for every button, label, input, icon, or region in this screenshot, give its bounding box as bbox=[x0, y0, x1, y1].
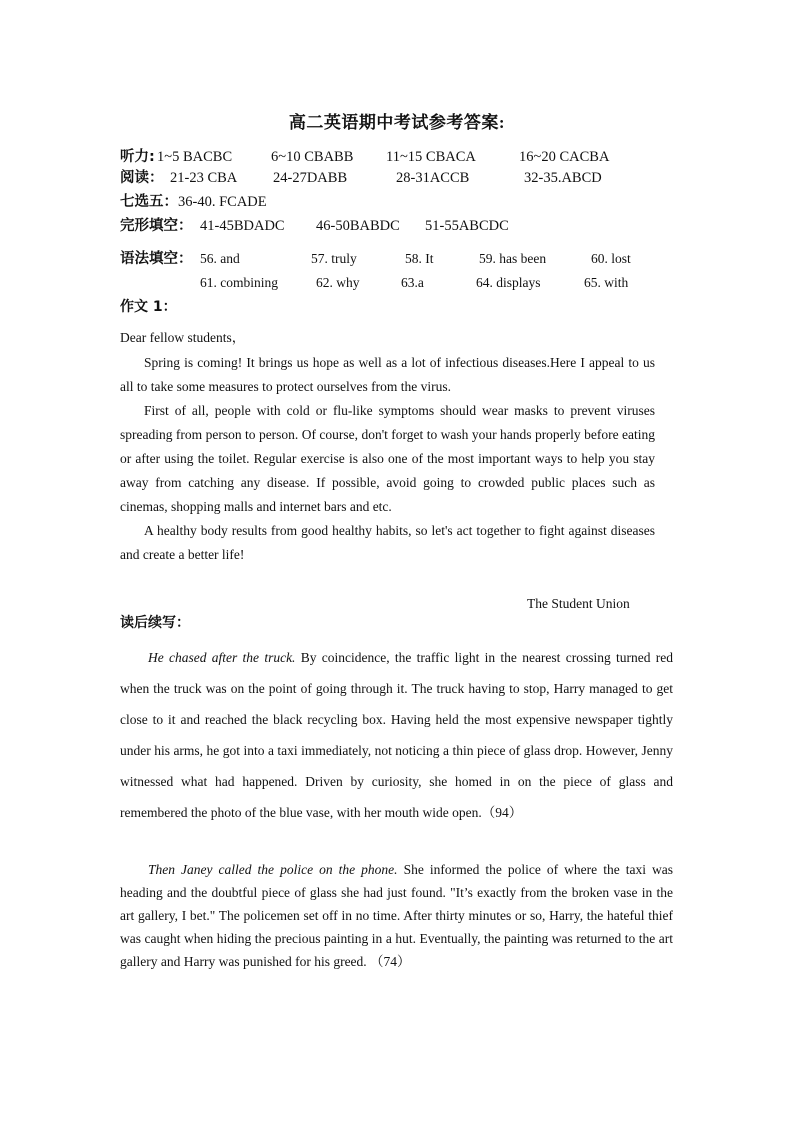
grammar-label: 语法填空： bbox=[120, 251, 193, 267]
reading-group-4: 32-35.ABCD bbox=[524, 170, 602, 186]
essay1-body bbox=[120, 351, 655, 567]
grammar-answer: 65. with bbox=[584, 275, 629, 290]
continuation-paragraph-1 bbox=[120, 642, 673, 828]
listening-group-1: 1~5 BACBC bbox=[157, 149, 233, 165]
cloze-answers bbox=[120, 216, 680, 236]
listening-group-4: 16~20 CACBA bbox=[519, 149, 610, 165]
listening-label: 听力: bbox=[120, 149, 155, 165]
grammar-answer: 61. combining bbox=[200, 275, 278, 290]
grammar-answers-row-1 bbox=[120, 249, 680, 269]
seven-choose-five-value: 36-40. FCADE bbox=[178, 194, 267, 210]
cloze-group-3: 51-55ABCDC bbox=[425, 218, 509, 234]
essay1-salutation: Dear fellow students， bbox=[120, 330, 246, 345]
cloze-label: 完形填空： bbox=[120, 218, 193, 234]
continuation-opening-sentence: He chased after the truck. bbox=[148, 650, 296, 665]
listening-group-3: 11~15 CBACA bbox=[386, 149, 476, 165]
reading-group-2: 24-27DABB bbox=[273, 170, 348, 186]
grammar-answer: 58. It bbox=[405, 251, 434, 266]
continuation-heading: 读后续写： bbox=[120, 615, 190, 631]
cloze-group-2: 46-50BABDC bbox=[316, 218, 400, 234]
grammar-answer: 60. lost bbox=[591, 251, 631, 266]
grammar-answer: 63.a bbox=[401, 275, 424, 290]
cloze-group-1: 41-45BDADC bbox=[200, 218, 285, 234]
seven-choose-five-answers bbox=[120, 192, 267, 212]
essay1-heading: 作文 1： bbox=[120, 299, 177, 315]
listening-answers bbox=[120, 147, 680, 167]
essay1-paragraph: Spring is coming! It brings us hope as well as a lot of infectious diseases.Here I appeal to us all to take some measures to protect ourselves from the virus. bbox=[120, 355, 655, 394]
grammar-answer: 64. displays bbox=[476, 275, 541, 290]
essay1-paragraph: First of all, people with cold or flu-like symptoms should wear masks to prevent viruses spreading from person to person. Of course, don't forget to wash your hands properly before eating or after using the toilet. Regular exercise is also one of the most important ways to help you stay away from catching any disease. If possible, avoid going to crowded public places such as cinemas, shopping malls and internet bars and etc. bbox=[120, 403, 655, 514]
listening-group-2: 6~10 CBABB bbox=[271, 149, 354, 165]
continuation-text: By coincidence, the traffic light in the nearest crossing turned red when the truck was on the point of going through it. The truck having to stop, Harry managed to get close to it and reached the black recycling box. Having held the most expensive newspaper tightly under his arms, he got into a taxi immediately, not noticing a thin piece of glass drop. However, Jenny witnessed what had happened. Driven by curiosity, she homed in on the piece of glass and remembered the photo of the blue vase, with her mouth wide open.（94） bbox=[120, 650, 673, 820]
grammar-answer: 59. has been bbox=[479, 251, 547, 266]
page-title: 高二英语期中考试参考答案: bbox=[288, 113, 506, 132]
essay1-signature: The Student Union bbox=[527, 596, 630, 611]
reading-group-3: 28-31ACCB bbox=[396, 170, 470, 186]
grammar-answer: 62. why bbox=[316, 275, 360, 290]
continuation-text: She informed the police of where the taxi was heading and the doubtful piece of glass she had just found. "It’s exactly from the broken vase in the art gallery, I bet." The policemen set off in no time. After thirty minutes or so, Harry, the hateful thief was caught when hiding the precious painting in a hut. Eventually, the painting was returned to the art gallery and Harry was punished for his greed. （74） bbox=[120, 862, 673, 969]
grammar-answers-row-2 bbox=[120, 273, 680, 293]
reading-label: 阅读： bbox=[120, 170, 164, 186]
reading-answers bbox=[120, 168, 680, 188]
seven-choose-five-label: 七选五： bbox=[120, 194, 178, 210]
essay1-paragraph: A healthy body results from good healthy habits, so let's act together to fight against diseases and create a better life! bbox=[120, 523, 655, 562]
continuation-paragraph-2 bbox=[120, 858, 673, 973]
continuation-opening-sentence: Then Janey called the police on the phone. bbox=[148, 862, 398, 877]
grammar-answer: 57. truly bbox=[311, 251, 357, 266]
reading-group-1: 21-23 CBA bbox=[170, 170, 238, 186]
grammar-answer: 56. and bbox=[200, 251, 240, 266]
